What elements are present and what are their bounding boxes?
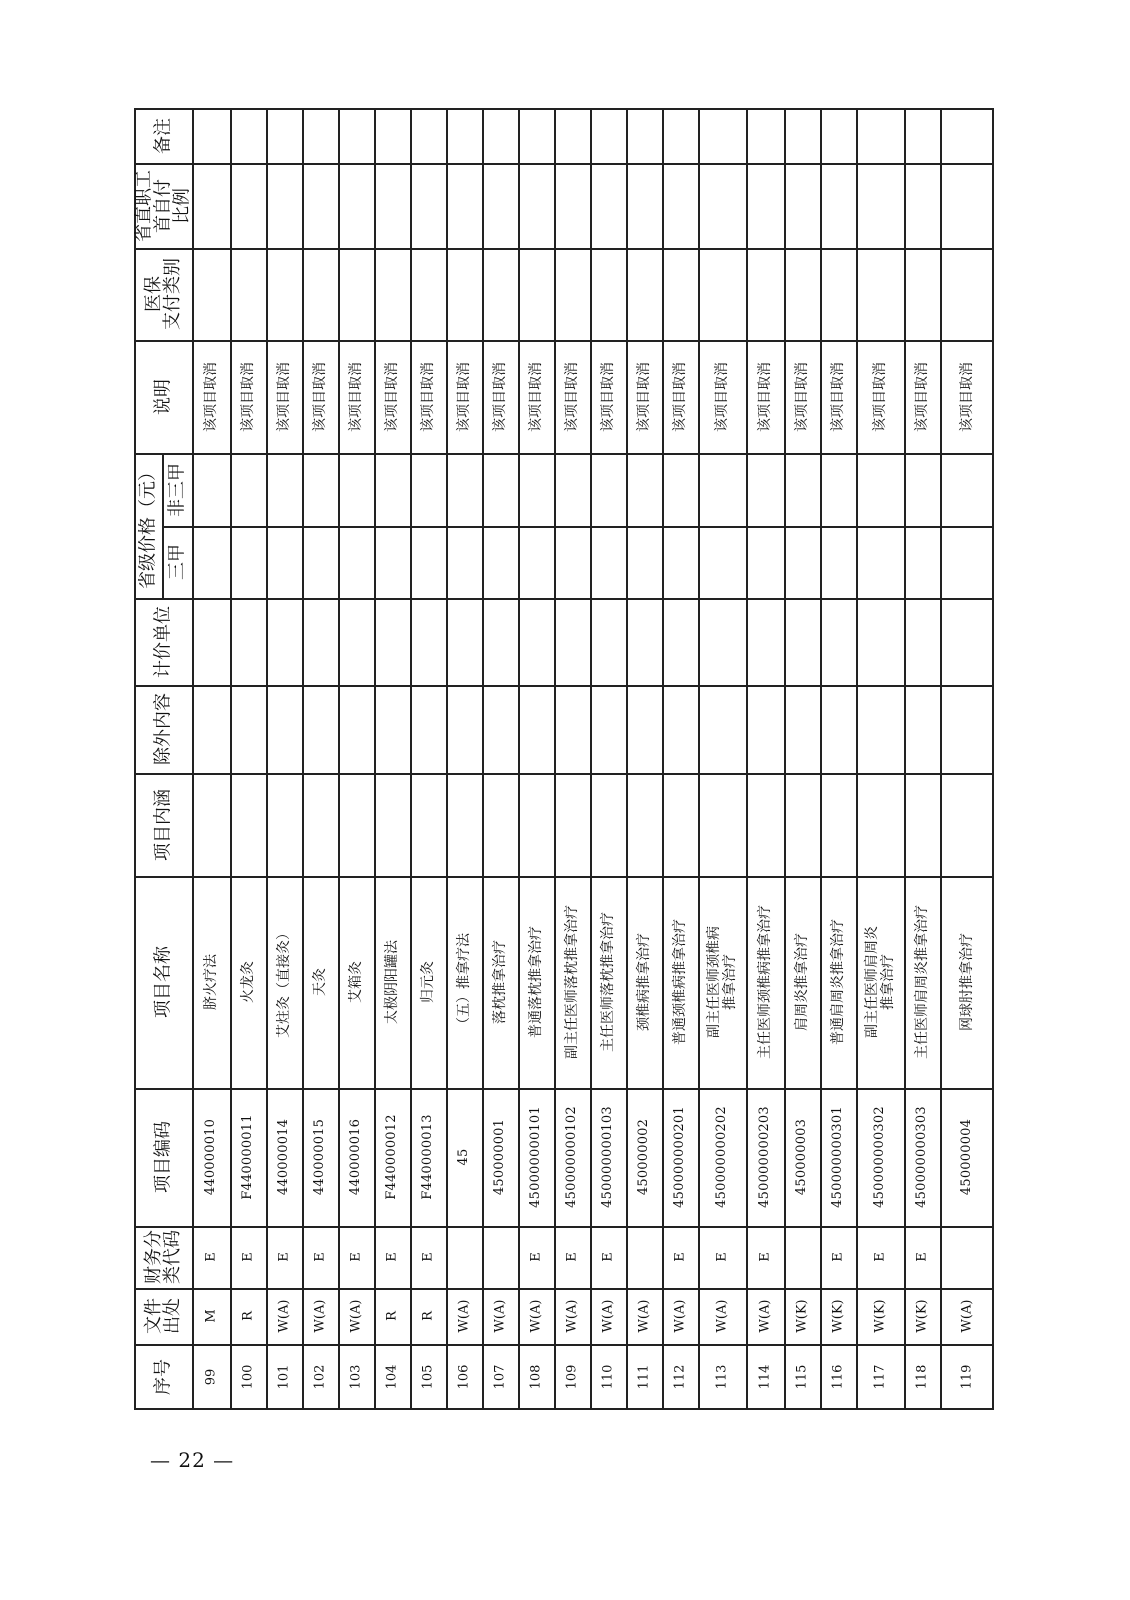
band-separator-excl: [134, 685, 994, 687]
cell-source: M: [203, 1309, 219, 1323]
page-number: — 22 —: [150, 1448, 235, 1472]
cell-seq: 104: [384, 1364, 400, 1390]
cell-item-name: 副主任医师落枕推拿治疗: [564, 905, 580, 1059]
cell-source: W(A): [312, 1299, 328, 1333]
cell-item-code: 45: [456, 1148, 471, 1166]
cell-fin-code: [784, 1226, 820, 1288]
cell-source: W(A): [959, 1299, 975, 1333]
cell-remark: 该项目取消: [914, 361, 930, 432]
cell-remark: 该项目取消: [384, 361, 400, 432]
cell-source: W(K): [794, 1299, 810, 1333]
header-price-non-top: 非三甲: [166, 462, 188, 517]
header-price-group: 省级价格（元）: [137, 462, 159, 589]
cell-seq: 100: [240, 1364, 256, 1390]
cell-remark: 该项目取消: [564, 361, 580, 432]
header-source: 文件 出处: [143, 1298, 183, 1334]
cell-item-code: 440000010: [203, 1118, 218, 1196]
cell-fin-code: E: [384, 1252, 400, 1262]
band-separator-self: [134, 163, 994, 165]
cell-item-code: 450000000303: [914, 1106, 929, 1208]
cell-item-code: 450000000102: [564, 1106, 579, 1208]
cell-item-name: 副主任医师颈椎病 推拿治疗: [706, 926, 738, 1038]
cell-item-name: 火龙灸: [240, 961, 256, 1003]
cell-fin-code: [940, 1226, 994, 1288]
cell-fin-code: E: [830, 1252, 846, 1262]
cell-item-name: 主任医师颈椎病推拿治疗: [757, 905, 773, 1059]
cell-fin-code: E: [420, 1252, 436, 1262]
cell-item-name: 普通肩周炎推拿治疗: [830, 919, 846, 1045]
cell-seq: 99: [203, 1368, 219, 1386]
cell-remark: 该项目取消: [456, 361, 472, 432]
cell-fin-code: E: [564, 1252, 580, 1262]
cell-remark: 该项目取消: [872, 361, 888, 432]
cell-item-code: 450000000203: [757, 1106, 772, 1208]
header-item-code: 项目编码: [152, 1121, 174, 1193]
cell-item-code: 450000000103: [600, 1106, 615, 1208]
cell-fin-code: [446, 1226, 482, 1288]
cell-remark: 该项目取消: [714, 361, 730, 432]
cell-item-name: 太极阴阳罐法: [384, 940, 400, 1024]
cell-fin-code: E: [600, 1252, 616, 1262]
band-separator-unit: [134, 598, 994, 600]
cell-seq: 113: [714, 1364, 730, 1390]
cell-seq: 103: [348, 1364, 364, 1390]
cell-remark: 该项目取消: [600, 361, 616, 432]
cell-item-code: 450000002: [636, 1118, 651, 1196]
fee-table: [134, 108, 994, 1410]
band-separator-price: [134, 453, 994, 455]
cell-item-code: 450000003: [794, 1118, 809, 1196]
price-subseparator: [162, 526, 994, 528]
cell-item-code: F440000012: [384, 1114, 399, 1200]
cell-item-code: 450000000202: [714, 1106, 729, 1208]
cell-seq: 101: [276, 1364, 292, 1390]
cell-source: W(A): [636, 1299, 652, 1333]
cell-item-name: 艾箱灸: [348, 961, 364, 1003]
cell-item-name: 艾炷灸（直接灸）: [276, 926, 292, 1038]
cell-remark: 该项目取消: [348, 361, 364, 432]
cell-source: W(A): [714, 1299, 730, 1333]
cell-remark: 该项目取消: [830, 361, 846, 432]
cell-source: W(A): [672, 1299, 688, 1333]
cell-seq: 105: [420, 1364, 436, 1390]
cell-source: W(K): [830, 1299, 846, 1333]
cell-remark: 该项目取消: [528, 361, 544, 432]
cell-remark: 该项目取消: [492, 361, 508, 432]
cell-remark: 该项目取消: [672, 361, 688, 432]
cell-seq: 118: [914, 1364, 930, 1390]
cell-source: R: [240, 1311, 256, 1321]
cell-source: W(K): [872, 1299, 888, 1333]
cell-seq: 102: [312, 1364, 328, 1390]
cell-fin-code: E: [714, 1252, 730, 1262]
cell-remark: 该项目取消: [636, 361, 652, 432]
cell-fin-code: E: [312, 1252, 328, 1262]
cell-source: W(A): [492, 1299, 508, 1333]
cell-source: W(A): [456, 1299, 472, 1333]
cell-item-code: 450000001: [492, 1118, 507, 1196]
cell-fin-code: E: [872, 1252, 888, 1262]
cell-item-name: 肩周炎推拿治疗: [794, 933, 810, 1031]
cell-fin-code: E: [914, 1252, 930, 1262]
cell-item-name: 普通落枕推拿治疗: [528, 926, 544, 1038]
cell-item-name: 脐火疗法: [203, 954, 219, 1010]
cell-source: W(A): [600, 1299, 616, 1333]
cell-remark: 该项目取消: [420, 361, 436, 432]
header-price-top: 三甲: [166, 544, 188, 580]
cell-item-code: 450000000201: [672, 1106, 687, 1208]
band-separator-conn: [134, 773, 994, 775]
cell-seq: 106: [456, 1364, 472, 1390]
cell-item-name: 落枕推拿治疗: [492, 940, 508, 1024]
header-connotation: 项目内涵: [152, 788, 174, 861]
header-note: 备注: [152, 117, 174, 154]
cell-seq: 117: [872, 1364, 888, 1390]
cell-source: W(K): [914, 1299, 930, 1333]
cell-fin-code: E: [672, 1252, 688, 1262]
cell-seq: 109: [564, 1364, 580, 1390]
cell-item-code: 440000015: [312, 1118, 327, 1196]
cell-remark: 该项目取消: [757, 361, 773, 432]
header-exclusion: 除外内容: [152, 693, 174, 765]
cell-item-code: 450000000101: [528, 1106, 543, 1208]
cell-item-name: 归元灸: [420, 961, 436, 1003]
cell-remark: 该项目取消: [959, 361, 975, 432]
cell-item-name: 颈椎病推拿治疗: [636, 933, 652, 1031]
cell-fin-code: E: [757, 1252, 773, 1262]
cell-fin-code: E: [276, 1252, 292, 1262]
cell-remark: 该项目取消: [203, 361, 219, 432]
cell-seq: 107: [492, 1364, 508, 1390]
header-insurance: 医保 支付类别: [143, 258, 183, 330]
cell-item-code: F440000011: [240, 1114, 255, 1200]
cell-fin-code: E: [203, 1252, 219, 1262]
cell-fin-code: E: [348, 1252, 364, 1262]
cell-source: W(A): [564, 1299, 580, 1333]
cell-fin-code: [626, 1226, 662, 1288]
cell-fin-code: [482, 1226, 518, 1288]
cell-seq: 119: [959, 1364, 975, 1390]
header-seq: 序号: [152, 1359, 174, 1395]
cell-source: W(A): [348, 1299, 364, 1333]
cell-seq: 116: [830, 1364, 846, 1390]
header-fin-code: 财务分 类代码: [143, 1230, 183, 1284]
cell-item-name: 副主任医师肩周炎 推拿治疗: [864, 926, 896, 1038]
cell-item-code: 450000000301: [830, 1106, 845, 1208]
cell-item-name: 天灸: [312, 968, 328, 996]
cell-item-name: 主任医师肩周炎推拿治疗: [914, 905, 930, 1059]
cell-item-name: （五）推拿疗法: [456, 933, 472, 1031]
cell-item-name: 普通颈椎病推拿治疗: [672, 919, 688, 1045]
cell-item-name: 主任医师落枕推拿治疗: [600, 912, 616, 1052]
table-border-top: [134, 108, 994, 110]
cell-item-code: 450000000302: [872, 1106, 887, 1208]
cell-item-code: 450000004: [959, 1118, 974, 1196]
cell-remark: 该项目取消: [276, 361, 292, 432]
cell-item-name: 网球肘推拿治疗: [959, 933, 975, 1031]
cell-source: W(A): [757, 1299, 773, 1333]
cell-seq: 114: [757, 1364, 773, 1390]
header-item-name: 项目名称: [152, 946, 174, 1018]
cell-seq: 110: [600, 1364, 616, 1390]
cell-remark: 该项目取消: [312, 361, 328, 432]
cell-source: R: [420, 1311, 436, 1321]
cell-item-code: F440000013: [420, 1114, 435, 1200]
cell-source: W(A): [528, 1299, 544, 1333]
cell-remark: 该项目取消: [240, 361, 256, 432]
cell-seq: 112: [672, 1364, 688, 1390]
header-self-pay: 省直职工 首自付 比例: [134, 169, 192, 242]
cell-item-code: 440000016: [348, 1118, 363, 1196]
cell-seq: 111: [636, 1364, 652, 1390]
cell-source: W(A): [276, 1299, 292, 1333]
cell-remark: 该项目取消: [794, 361, 810, 432]
cell-seq: 115: [794, 1364, 810, 1390]
cell-source: R: [384, 1311, 400, 1321]
cell-fin-code: E: [240, 1252, 256, 1262]
cell-seq: 108: [528, 1364, 544, 1390]
band-separator-ins: [134, 248, 994, 250]
cell-fin-code: E: [528, 1252, 544, 1262]
cell-item-code: 440000014: [276, 1118, 291, 1196]
header-unit: 计价单位: [152, 605, 174, 678]
header-remark: 说明: [152, 378, 174, 415]
